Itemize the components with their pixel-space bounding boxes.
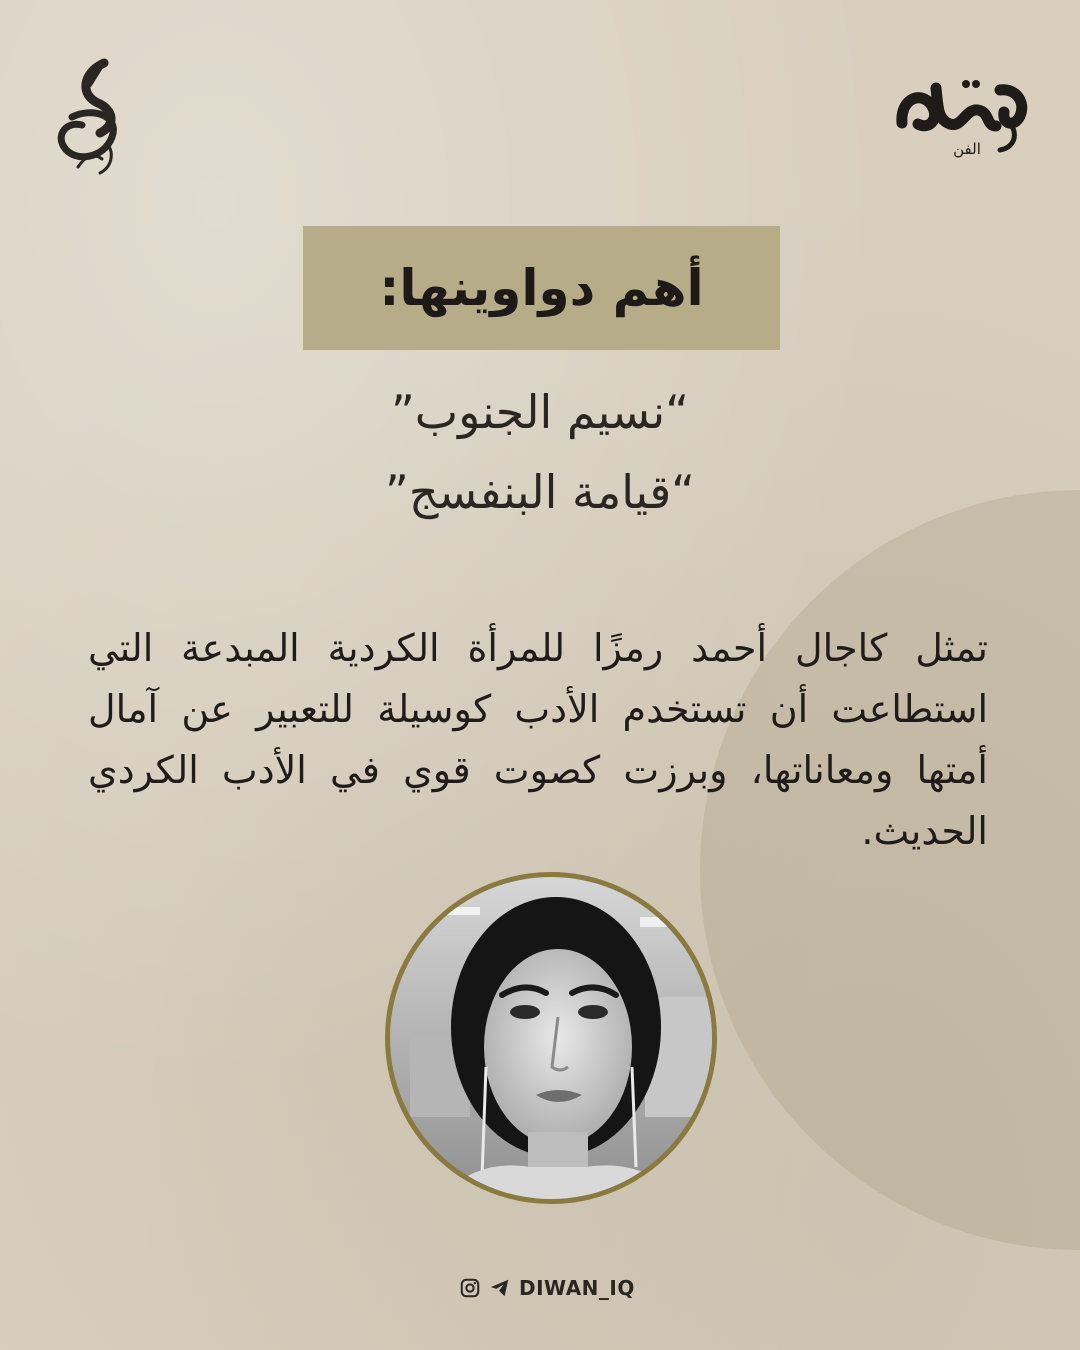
collection-title-1: “نسيم الجنوب” [390,385,690,439]
description-paragraph: تمثل كاجال أحمد رمزًا للمرأة الكردية المبدعة التي استطاعت أن تستخدم الأدب كوسيلة للتعبير عن آمال أمتها ومعاناتها، وبرزت كصوت قوي في الأدب الكردي الحديث. [88,626,988,853]
collection-title-2: “قيامة البنفسج” [384,465,696,519]
diwan-logo-caption: الفن [953,140,981,158]
social-handle [459,1272,635,1304]
diwan-logo [892,68,1040,168]
portrait-illustration [390,877,717,1204]
telegram-icon[interactable] [489,1277,511,1299]
social-handle-text[interactable]: DIWAN_IQ [519,1276,635,1300]
title-banner [303,226,780,350]
calligraphy-logo-icon [42,55,137,180]
page-title: أهم دواوينها: [379,259,704,317]
portrait-photo [385,872,717,1204]
instagram-icon[interactable] [459,1277,481,1299]
